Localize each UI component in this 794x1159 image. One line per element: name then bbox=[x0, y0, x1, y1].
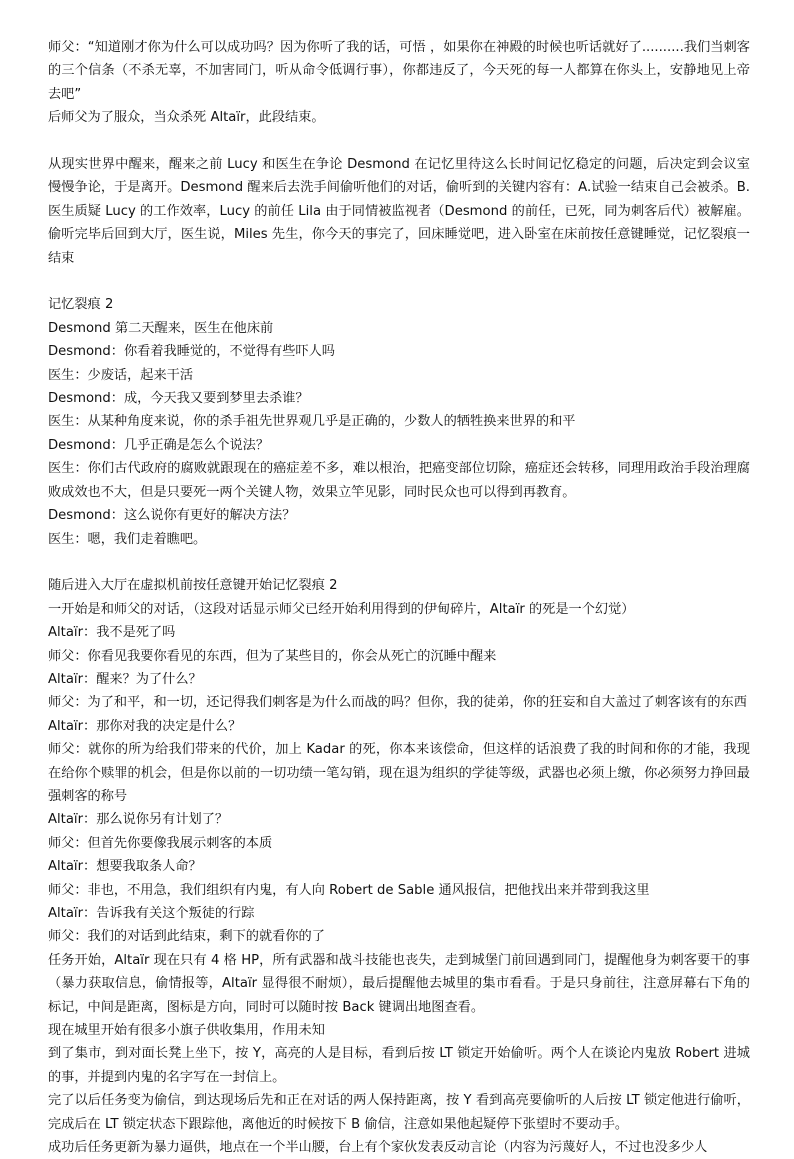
dialogue-line: 医生：嗯，我们走着瞧吧。 bbox=[48, 531, 207, 547]
dialogue-line: 师父：但首先你要像我展示刺客的本质 bbox=[48, 835, 273, 851]
dialogue-line: 师父：为了和平，和一切，还记得我们刺客是为什么而战的吗？但你，我的徒弟，你的狂妄和自大盖过了刺客该有的东西 bbox=[48, 695, 747, 711]
paragraph-market-eavesdrop: 到了集市，到对面长凳上坐下，按 Y，高亮的人是目标，看到后按 LT 锁定开始偷听。两个人在谈论内鬼放 Robert 进城的事，并提到内鬼的名字写在一封信上。 bbox=[48, 1046, 750, 1085]
dialogue-line: 师父：你看见我要你看见的东西，但为了某些目的，你会从死亡的沉睡中醒来 bbox=[48, 648, 497, 664]
dialogue-line: Altaïr：那么说你另有计划了？ bbox=[48, 812, 229, 828]
section-heading-memory-rift-2: 记忆裂痕 2 bbox=[48, 297, 114, 313]
dialogue-line: 医生：少废话，起来干活 bbox=[48, 367, 194, 383]
blank-line bbox=[48, 130, 750, 153]
paragraph-master-dialogue-intro: 一开始是和师父的对话，（这段对话显示师父已经开始利用得到的伊甸碎片，Altaïr 的死是一个幻觉） bbox=[48, 601, 635, 617]
dialogue-line: Altaïr：醒来？为了什么？ bbox=[48, 671, 202, 687]
dialogue-line: 师父：就你的所为给我们带来的代价，加上 Kadar 的死，你本来该偿命，但这样的话浪费了我的时间和你的才能，我现在给你个赎罪的机会，但是你以前的一切功绩一笔勾销，现在退为组织的学徒等级，武器也必须上缴，你必须努力挣回最强刺客的称号 bbox=[48, 742, 750, 804]
paragraph-pickpocket-letter: 完了以后任务变为偷信，到达现场后先和正在对话的两人保持距离，按 Y 看到高亮要偷听的人后按 LT 锁定他进行偷听，完成后在 LT 锁定状态下跟踪他，离他近的时候按下 B 偷信，注意如果他起疑停下张望时不要动手。 bbox=[48, 1093, 750, 1132]
dialogue-line: Altaïr：告诉我有关这个叛徒的行踪 bbox=[48, 905, 255, 921]
dialogue-line: Altaïr：我不是死了吗 bbox=[48, 625, 176, 641]
paragraph-desmond-wakes: 从现实世界中醒来，醒来之前 Lucy 和医生在争论 Desmond 在记忆里待这么长时间记忆稳定的问题，后决定到会议室慢慢争论，于是离开。Desmond 醒来后去洗手间偷听他们的对话，偷听到的关键内容有：A.试验一结束自己会被杀。B.医生质疑 Lucy 的工作效率，Lucy 的前任 Lila 由于同情被监视者（Desmond 的前任，已死，同为刺客后代）被解雇。偷听完毕后回到大厅，医生说，Miles 先生，你今天的事完了，回床睡觉吧，进入卧室在床前按任意键睡觉，记忆裂痕一结束 bbox=[48, 157, 750, 266]
dialogue-line: Altaïr：想要我取条人命？ bbox=[48, 859, 202, 875]
dialogue-line: Desmond 第二天醒来，医生在他床前 bbox=[48, 320, 274, 336]
paragraph-master-kills-altair: 后师父为了服众，当众杀死 Altaïr，此段结束。 bbox=[48, 110, 325, 126]
dialogue-line: 师父：我们的对话到此结束，剩下的就看你的了 bbox=[48, 929, 325, 945]
paragraph-enter-hall: 随后进入大厅在虚拟机前按任意键开始记忆裂痕 2 bbox=[48, 578, 338, 594]
paragraph-mission-start: 任务开始，Altaïr 现在只有 4 格 HP，所有武器和战斗技能也丧失，走到城堡门前回遇到同门，提醒他身为刺客要干的事（暴力获取信息，偷情报等，Altaïr 显得很不耐烦），最后提醒他去城里的集市看看。于是只身前往，注意屏幕右下角的标记，中间是距离，图标是方向，同时可以随时按 Back 键调出地图查看。 bbox=[48, 952, 750, 1015]
blank-line bbox=[48, 270, 750, 293]
document-page bbox=[48, 36, 750, 1159]
dialogue-line: Desmond：成，今天我又要到梦里去杀谁？ bbox=[48, 391, 309, 407]
dialogue-line: Desmond：几乎正确是怎么个说法？ bbox=[48, 437, 270, 453]
dialogue-line: Desmond：这么说你有更好的解决方法？ bbox=[48, 508, 296, 524]
dialogue-line: Desmond：你看着我睡觉的，不觉得有些吓人吗 bbox=[48, 344, 335, 360]
blank-line bbox=[48, 551, 750, 574]
dialogue-line: Altaïr：那你对我的决定是什么？ bbox=[48, 718, 242, 734]
paragraph-flags-note: 现在城里开始有很多小旗子供收集用，作用未知 bbox=[48, 1023, 325, 1039]
dialogue-line: 医生：从某种角度来说，你的杀手祖先世界观几乎是正确的，少数人的牺牲换来世界的和平 bbox=[48, 414, 576, 430]
dialogue-line: 师父：非也，不用急，我们组织有内鬼，有人向 Robert de Sable 通风报信，把他找出来并带到我这里 bbox=[48, 882, 650, 898]
paragraph-interrogation: 成功后任务更新为暴力逼供，地点在一个半山腰，台上有个家伙发表反动言论（内容为污蔑好人，不过也没多少人 bbox=[48, 1140, 708, 1156]
dialogue-line: 医生：你们古代政府的腐败就跟现在的癌症差不多，难以根治，把癌变部位切除，癌症还会转移，同理用政治手段治理腐败成效也不大，但是只要死一两个关键人物，效果立竿见影，同时民众也可以得到再教育。 bbox=[48, 461, 750, 500]
paragraph-master-speech: 师父：“知道刚才你为什么可以成功吗？因为你听了我的话，可悟 ，如果你在神殿的时候也听话就好了..........我们当刺客的三个信条（不杀无辜，不加害同门，听从命令低调行事），你都违反了，今天死的每一人都算在你头上，安静地见上帝去吧” bbox=[48, 40, 750, 102]
